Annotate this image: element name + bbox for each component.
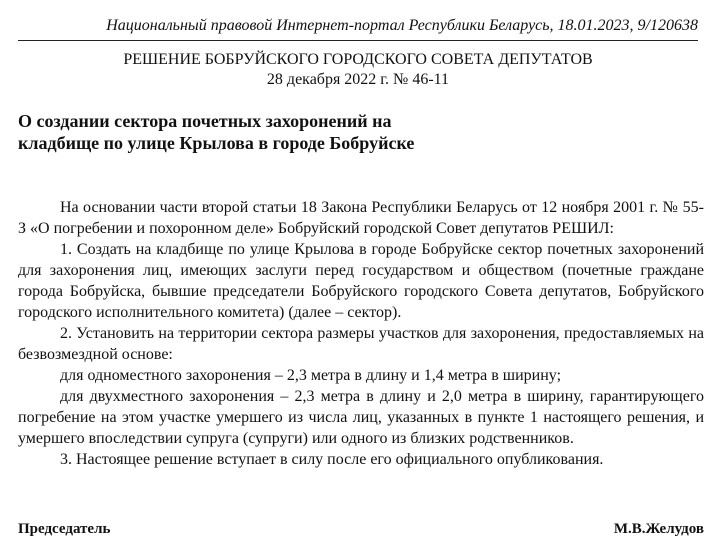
portal-header: Национальный правовой Интернет-портал Республики Беларусь, 18.01.2023, 9/120638	[106, 17, 698, 34]
body-paragraph: 3. Настоящее решение вступает в силу после его официального опубликования.	[60, 451, 604, 468]
body-paragraph: 1. Создать на кладбище по улице Крылова в городе Бобруйске сектор почетных захоронений для захоронения лиц, имеющих заслуги перед государством и обществом (почетные граждане города Бобруйска, бывшие председатели Бобруйского городского Совета депутатов, Бобруйского городского исполнительного комитета) (далее – сектор).	[18, 241, 704, 321]
body-paragraph: На основании части второй статьи 18 Закона Республики Беларусь от 12 ноября 2001 г. № 55-З «О погребении и похоронном деле» Бобруйский городской Совет депутатов РЕШИЛ:	[18, 199, 704, 237]
document-body	[18, 197, 704, 470]
body-paragraph: для одноместного захоронения – 2,3 метра в длину и 1,4 метра в ширину;	[60, 367, 562, 384]
decision-heading: РЕШЕНИЕ БОБРУЙСКОГО ГОРОДСКОГО СОВЕТА ДЕПУТАТОВ	[123, 51, 593, 68]
body-paragraph: для двухместного захоронения – 2,3 метра в длину и 2,0 метра в ширину, гарантирующего погребение на этом участке умершего из числа лиц, указанных в пункте 1 настоящего решения, и умершего впоследствии супруга (супруги) или одного из близких родственников.	[18, 388, 704, 447]
signature-position: Председатель	[18, 521, 111, 537]
header-divider	[18, 40, 698, 41]
signature-name: М.В.Желудов	[613, 521, 704, 537]
document-title: О создании сектора почетных захоронений на кладбище по улице Крылова в городе Бобруйске	[18, 111, 415, 153]
body-paragraph: 2. Установить на территории сектора размеры участков для захоронения, предоставляемых на безвозмездной основе:	[18, 325, 704, 363]
decision-heading-block	[18, 50, 698, 90]
decision-date-number: 28 декабря 2022 г. № 46-11	[266, 71, 450, 88]
